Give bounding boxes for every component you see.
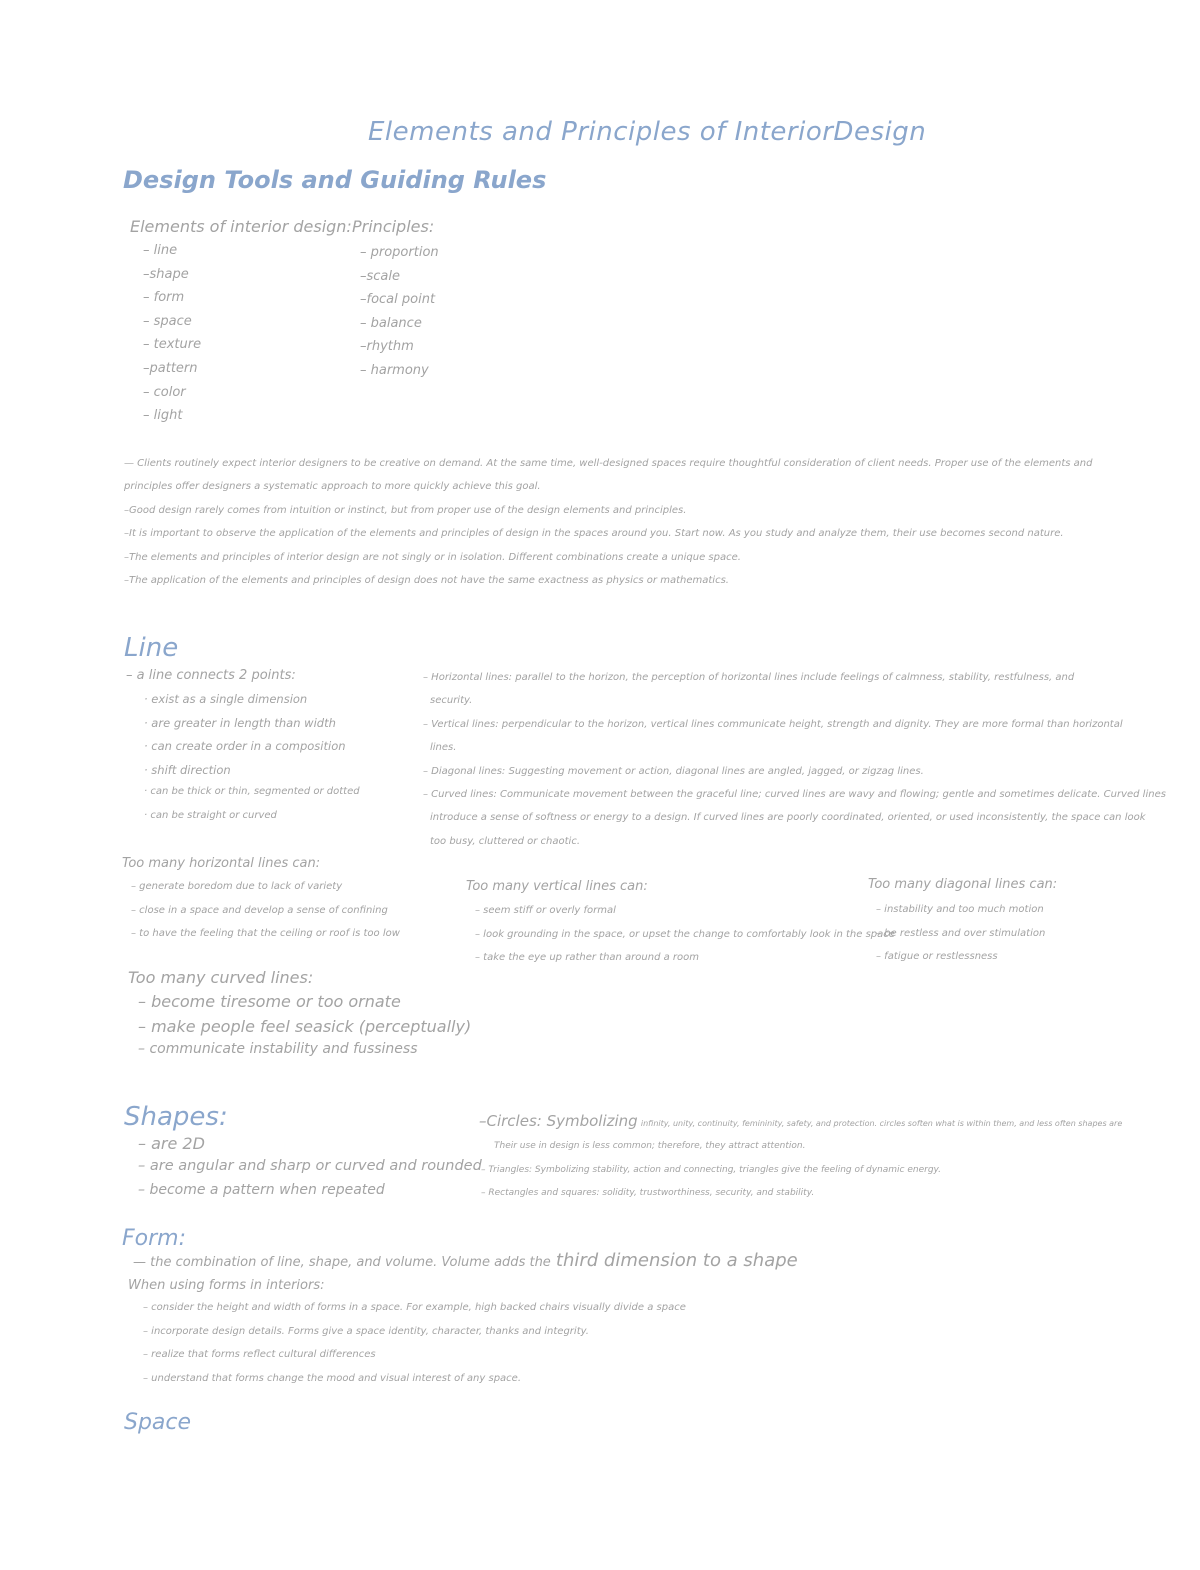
- principles-heading: Principles:: [352, 217, 435, 236]
- list-item: – light: [143, 408, 183, 424]
- list-item: – to have the feeling that the ceiling or roof is too low: [131, 928, 400, 939]
- too-many-curved-list: [138, 992, 471, 1066]
- list-item: – become a pattern when repeated: [138, 1182, 385, 1198]
- list-item: – seem stiff or overly formal: [475, 905, 616, 916]
- too-many-diagonal-heading: Too many diagonal lines can:: [868, 877, 1058, 892]
- note-line: –It is important to observe the application of the elements and principles of design in the spaces around you. Start now. As you study and analyze them, their use becomes second nature.: [124, 528, 1064, 540]
- list-item: – Diagonal lines: Suggesting movement or action, diagonal lines are angled, jagged, or zigzag lines.: [423, 765, 924, 777]
- list-item: – take the eye up rather than around a room: [475, 952, 700, 963]
- form-when-using: When using forms in interiors:: [128, 1278, 325, 1293]
- form-heading: Form:: [122, 1226, 187, 1251]
- note-line: –The elements and principles of interior design are not singly or in isolation. Different combinations create a unique space.: [124, 551, 741, 563]
- list-item: – space: [143, 313, 192, 329]
- note-line: — Clients routinely expect interior designers to be creative on demand. At the same time, well-designed spaces require thoughtful consideration of client needs. Proper use of the elements and: [124, 458, 1093, 469]
- list-item: lines.: [430, 742, 457, 754]
- list-item: – communicate instability and fussiness: [138, 1041, 418, 1057]
- line-right-list: [423, 672, 1166, 859]
- circles-rest: infinity, unity, continuity, femininity, safety, and protection. circles soften what is within them, and less often shapes are: [640, 1119, 1123, 1128]
- principles-list: [360, 245, 439, 387]
- design-tools-heading: Design Tools and Guiding Rules: [123, 166, 547, 194]
- list-item: · shift direction: [144, 762, 231, 777]
- form-list: [143, 1302, 686, 1396]
- list-item: – realize that forms reflect cultural differences: [143, 1349, 376, 1360]
- list-item: – Curved lines: Communicate movement between the graceful line; curved lines are wavy and flowing; gentle and sometimes delicate. Curved lines: [423, 788, 1166, 800]
- list-item: security.: [430, 695, 473, 707]
- shapes-left-list: [138, 1134, 482, 1206]
- line-left-list: [126, 668, 360, 833]
- list-item: · can be thick or thin, segmented or dotted: [144, 786, 360, 797]
- too-many-curved-heading: Too many curved lines:: [128, 968, 314, 987]
- elements-list: [143, 243, 201, 432]
- form-definition-lead: — the combination of line, shape, and volume. Volume adds the: [133, 1255, 551, 1270]
- list-item: – a line connects 2 points:: [126, 668, 296, 683]
- list-item: – are angular and sharp or curved and rounded: [138, 1158, 482, 1174]
- list-item: – form: [143, 290, 185, 306]
- list-item: – incorporate design details. Forms give a space identity, character, thanks and integrity.: [143, 1325, 589, 1337]
- list-item: –shape: [143, 266, 189, 282]
- rectangles-line: – Rectangles and squares: solidity, trustworthiness, security, and stability.: [481, 1188, 815, 1198]
- list-item: –rhythm: [360, 339, 414, 355]
- line-heading: Line: [124, 633, 179, 663]
- list-item: – look grounding in the space, or upset the change to comfortably look in the space: [475, 928, 895, 940]
- list-item: – fatigue or restlessness: [876, 951, 998, 962]
- list-item: · are greater in length than width: [144, 715, 336, 730]
- design-tools-notes: [124, 458, 1093, 598]
- list-item: – proportion: [360, 245, 439, 260]
- circles-lead: –Circles: Symbolizing: [479, 1112, 638, 1130]
- list-item: – Vertical lines: perpendicular to the horizon, vertical lines communicate height, strength and dignity. They are more formal than horizontal: [423, 718, 1123, 730]
- list-item: – consider the height and width of forms in a space. For example, high backed chairs visually divide a space: [143, 1302, 686, 1313]
- list-item: – generate boredom due to lack of variety: [131, 881, 343, 892]
- elements-heading: Elements of interior design:: [130, 217, 352, 236]
- list-item: – be restless and over stimulation: [876, 927, 1046, 939]
- list-item: – understand that forms change the mood and visual interest of any space.: [143, 1372, 522, 1384]
- list-item: – close in a space and develop a sense of confining: [131, 904, 388, 916]
- list-item: – balance: [360, 315, 422, 331]
- page-title: Elements and Principles of InteriorDesign: [368, 117, 927, 147]
- note-line: –Good design rarely comes from intuition or instinct, but from proper use of the design elements and principles.: [124, 504, 687, 516]
- triangles-line: – Triangles: Symbolizing stability, action and connecting, triangles give the feeling of dynamic energy.: [481, 1165, 942, 1175]
- list-item: · can be straight or curved: [144, 809, 277, 821]
- list-item: – line: [143, 243, 178, 258]
- list-item: · exist as a single dimension: [144, 692, 308, 706]
- list-item: – texture: [143, 337, 202, 353]
- space-heading: Space: [124, 1410, 192, 1435]
- list-item: introduce a sense of softness or energy to a design. If curved lines are poorly coordinated, oriented, or used inconsistently, the space can look: [430, 812, 1146, 824]
- list-item: – color: [143, 384, 186, 400]
- form-definition: [133, 1250, 798, 1271]
- too-many-diagonal-list: [876, 904, 1045, 975]
- list-item: – Horizontal lines: parallel to the horizon, the perception of horizontal lines include feelings of calmness, stability, restfulness, and: [423, 672, 1075, 683]
- too-many-vertical-heading: Too many vertical lines can:: [466, 879, 648, 894]
- list-item: –pattern: [143, 360, 198, 376]
- list-item: – make people feel seasick (perceptually): [138, 1016, 472, 1036]
- list-item: too busy, cluttered or chaotic.: [430, 835, 580, 847]
- list-item: –scale: [360, 268, 400, 284]
- too-many-horizontal-heading: Too many horizontal lines can:: [122, 856, 321, 871]
- list-item: – instability and too much motion: [876, 904, 1044, 915]
- list-item: – harmony: [360, 362, 429, 378]
- circles-line-2: Their use in design is less common; therefore, they attract attention.: [494, 1141, 806, 1151]
- too-many-vertical-list: [475, 905, 895, 976]
- list-item: –focal point: [360, 292, 436, 308]
- list-item: · can create order in a composition: [144, 739, 346, 753]
- note-line: principles offer designers a systematic approach to more quickly achieve this goal.: [124, 481, 541, 493]
- note-line: –The application of the elements and principles of design does not have the same exactness as physics or mathematics.: [124, 574, 729, 586]
- list-item: – are 2D: [138, 1134, 205, 1153]
- too-many-horizontal-list: [131, 881, 400, 952]
- circles-line: [479, 1112, 1122, 1130]
- list-item: – become tiresome or too ornate: [138, 992, 401, 1011]
- shapes-heading: Shapes:: [124, 1102, 228, 1132]
- form-definition-tail: third dimension to a shape: [555, 1250, 798, 1271]
